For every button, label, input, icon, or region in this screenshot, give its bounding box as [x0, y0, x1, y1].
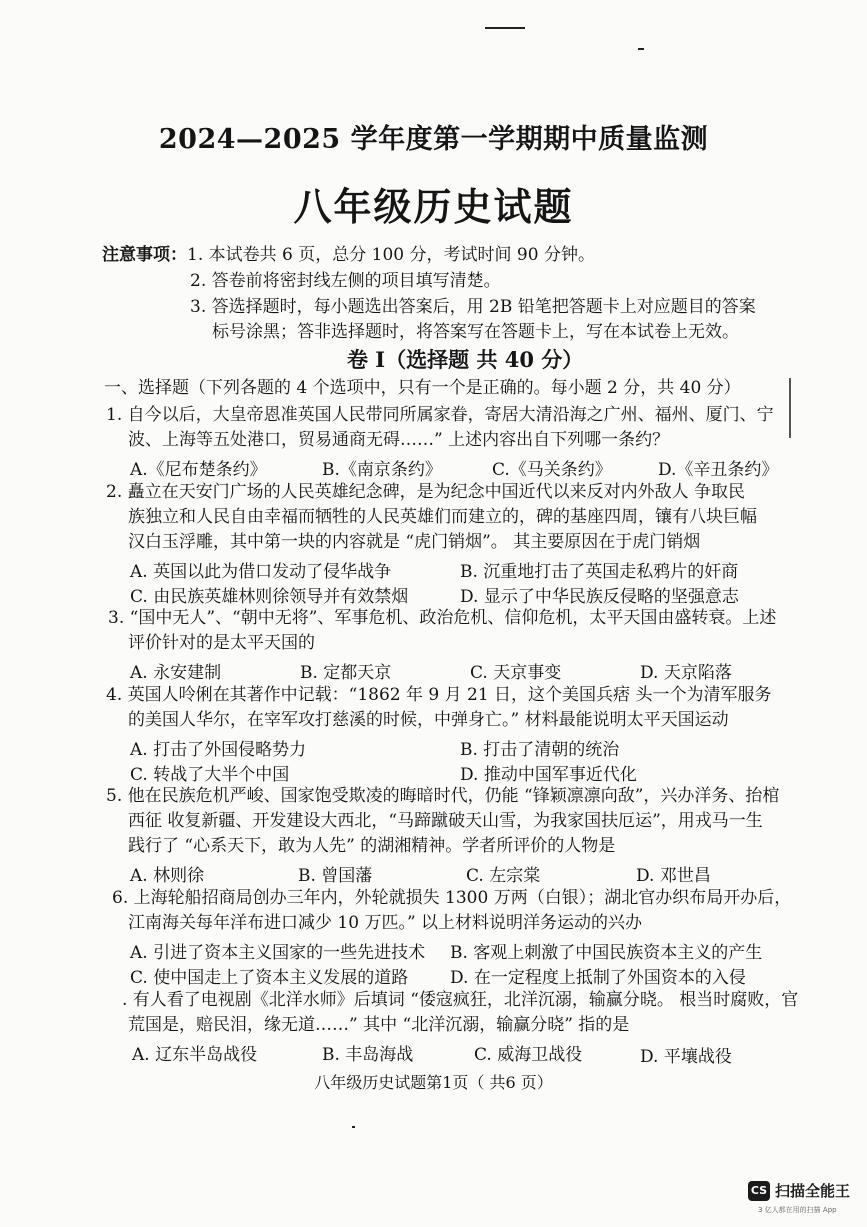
question-line: 6. 上海轮船招商局创办三年内，外轮就损失 1300 万两（白银）；湖北官办织布局开办后，	[112, 888, 792, 908]
question-line: 波、上海等五处港口，贸易通商无碍……” 上述内容出自下列哪一条约？	[128, 430, 670, 450]
notice-label: 注意事项：	[102, 245, 187, 265]
option-b: B. 客观上刺激了中国民族资本主义的产生	[450, 943, 763, 963]
option-d: D. 推动中国军事近代化	[460, 765, 637, 785]
option-a: A. 永安建制	[130, 663, 222, 683]
question-line: 的美国人华尔，在宰军攻打慈溪的时候，中弹身亡。” 材料最能说明太平天国运动	[128, 710, 729, 730]
scan-mark	[352, 1126, 355, 1128]
subject-title: 八年级历史试题	[293, 184, 574, 229]
camscanner-icon: CS	[748, 1181, 770, 1201]
option-c: C.《马关条约》	[492, 460, 612, 480]
option-b: B. 曾国藩	[298, 866, 373, 886]
option-c: C. 左宗棠	[466, 866, 541, 886]
option-c: C. 转战了大半个中国	[130, 765, 290, 785]
watermark-subtitle: 3 亿人都在用的扫描 App	[758, 1206, 837, 1214]
option-d: D. 天京陷落	[640, 663, 732, 683]
notice-item: 3. 答选择题时，每小题选出答案后，用 2B 铅笔把答题卡上对应题目的答案	[190, 297, 756, 317]
option-a: A. 林则徐	[130, 866, 205, 886]
option-c: C. 天京事变	[470, 663, 562, 683]
question-line: 荒国是，赔民泪，缘无道……” 其中 “北洋沉溺，输赢分晓” 指的是	[128, 1015, 630, 1035]
page-footer: 八年级历史试题第1页（ 共6 页）	[314, 1073, 553, 1092]
exam-title: 2024—2025 学年度第一学期期中质量监测	[158, 124, 709, 155]
scanner-watermark	[748, 1177, 858, 1219]
option-b: B.《南京条约》	[322, 460, 442, 480]
question-line: 4. 英国人呤俐在其著作中记载：“1862 年 9 月 21 日，这个美国兵痞 头一个为清军服务	[106, 685, 772, 705]
option-b: B. 沉重地打击了英国走私鸦片的奸商	[460, 562, 739, 582]
notice-item: 1. 本试卷共 6 页，总分 100 分，考试时间 90 分钟。	[187, 245, 595, 265]
watermark-name: 扫描全能王	[775, 1182, 851, 1200]
scan-mark	[638, 48, 644, 50]
option-d: D. 在一定程度上抵制了外国资本的入侵	[450, 968, 746, 988]
question-line: 西征 收复新疆、开发建设大西北，“马蹄蹴破天山雪，为我家国扶厄运”，用戎马一生	[128, 811, 763, 831]
option-b: B. 丰岛海战	[322, 1045, 414, 1065]
scan-edge-line	[789, 378, 791, 438]
option-d: D. 显示了中华民族反侵略的坚强意志	[460, 587, 739, 607]
option-a: A. 辽东半岛战役	[132, 1045, 258, 1065]
option-a: A.《尼布楚条约》	[130, 460, 267, 480]
question-line: 5. 他在民族危机严峻、国家饱受欺凌的晦暗时代，仍能 “锋颖凛凛向敌”，兴办洋务、抬棺	[106, 786, 780, 806]
option-a: A. 英国以此为借口发动了侵华战争	[130, 562, 392, 582]
question-line: 江南海关每年洋布进口减少 10 万匹。” 以上材料说明洋务运动的兴办	[128, 913, 643, 933]
notice-item: 2. 答卷前将密封线左侧的项目填写清楚。	[190, 271, 501, 291]
option-c: C. 由民族英雄林则徐领导并有效禁烟	[130, 587, 409, 607]
section-instruction: 一、选择题（下列各题的 4 个选项中，只有一个是正确的。每小题 2 分，共 40 分）	[104, 378, 741, 398]
question-line: . 有人看了电视剧《北洋水师》后填词 “倭寇疯狂，北洋沉溺，输赢分晓。 根当时腐败，官	[122, 990, 799, 1010]
question-line: 族独立和人民自由幸福而牺牲的人民英雄们而建立的，碑的基座四周，镶有八块巨幅	[128, 507, 757, 527]
option-d: D. 平壤战役	[640, 1047, 732, 1067]
option-d: D. 邓世昌	[636, 866, 711, 886]
scan-mark	[485, 27, 525, 29]
notice-line-1	[102, 244, 595, 266]
question-line: 评价针对的是太平天国的	[128, 633, 315, 653]
section-title: 卷 I（选择题 共 40 分）	[347, 347, 584, 372]
option-c: C. 使中国走上了资本主义发展的道路	[130, 968, 409, 988]
question-line: 2. 矗立在天安门广场的人民英雄纪念碑，是为纪念中国近代以来反对内外敌人 争取民	[106, 482, 746, 502]
option-b: B. 定都天京	[300, 663, 392, 683]
option-c: C. 威海卫战役	[474, 1045, 583, 1065]
option-d: D.《辛丑条约》	[658, 460, 779, 480]
question-line: 汉白玉浮雕，其中第一块的内容就是 “虎门销烟”。 其主要原因在于虎门销烟	[128, 532, 701, 552]
question-line: 践行了 “心系天下，敢为人先” 的湖湘精神。学者所评价的人物是	[128, 836, 616, 856]
question-line: 1. 自今以后，大皇帝恩准英国人民带同所属家眷，寄居大清沿海之广州、福州、厦门、宁	[106, 405, 774, 425]
question-line: 3. “国中无人”、“朝中无将”、军事危机、政治危机、信仰危机，太平天国由盛转衰。上述	[108, 608, 777, 628]
option-a: A. 打击了外国侵略势力	[130, 740, 307, 760]
option-a: A. 引进了资本主义国家的一些先进技术	[130, 943, 426, 963]
option-b: B. 打击了清朝的统治	[460, 740, 620, 760]
notice-item: 标号涂黑；答非选择题时，将答案写在答题卡上，写在本试卷上无效。	[212, 322, 739, 342]
